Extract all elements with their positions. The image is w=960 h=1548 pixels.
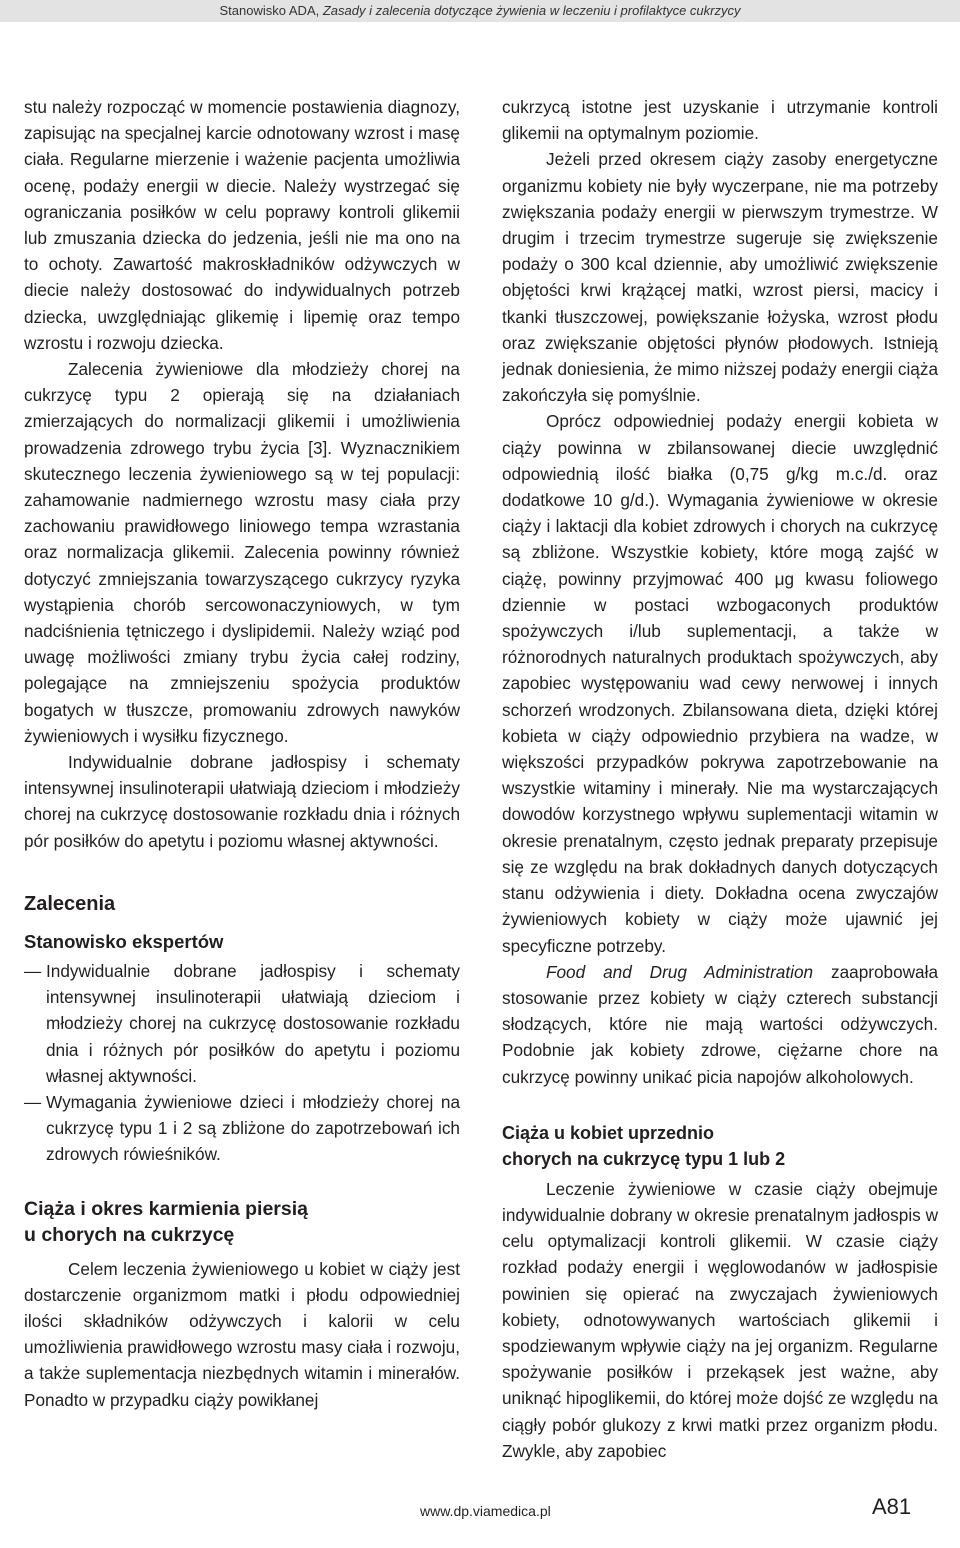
section-heading-ciaza xyxy=(24,1196,460,1248)
left-paragraph-2: Zalecenia żywieniowe dla młodzieży chorej na cukrzycę typu 2 opierają się na działaniach zmierzających do normalizacji glikemii i umożliwienia prowadzenia zdrowego trybu życia [3]. Wyznacznikiem skutecznego leczenia żywieniowego są w tej populacji: zahamowanie nadmiernego wzrostu masy ciała przy zachowaniu prawidłowego liniowego tempa wzrastania oraz normalizacja glikemii. Zalecenia powinny również dotyczyć zmniejszania towarzyszącego cukrzycy ryzyka wystąpienia chorób sercowonaczyniowych, w tym nadciśnienia tętniczego i dyslipidemii. Należy wziąć pod uwagę możliwości zmiany trybu życia całej rodziny, polegające na zmniejszeniu spożycia produktów bogatych w tłuszcze, promowaniu zdrowych nawyków żywieniowych i wysiłku fizycznego. xyxy=(24,359,460,746)
dash-bullet: — xyxy=(24,1091,42,1112)
right-paragraph-1: cukrzycą istotne jest uzyskanie i utrzymanie kontroli glikemii na optymalnym poziomie. xyxy=(502,97,938,144)
section-heading-ciaza-line1: Ciąża i okres karmienia piersią xyxy=(24,1197,308,1220)
right-paragraph-2: Jeżeli przed okresem ciąży zasoby energetyczne organizmu kobiety nie były wyczerpane, nie ma potrzeby zwiększania podaży energii w pierwszym trymestrze. W drugim i trzecim trymestrze sugeruje się zwiększenie podaży o 300 kcal dziennie, aby umożliwić zwiększenie objętości krwi krążącej matki, wzrost piersi, macicy i tkanki tłuszczowej, powiększanie łożyska, wzrost płodu oraz zwiększanie objętości płynów płodowych. Istnieją jednak doniesienia, że mimo niższej podaży energii ciąża zakończyła się pomyślnie. xyxy=(502,149,938,406)
fda-italic: Food and Drug Administration xyxy=(546,961,814,982)
running-header xyxy=(0,0,960,22)
list-item-text: Indywidualnie dobrane jadłospisy i schematy intensywnej insulinoterapii ułatwiają dzieciom i młodzieży chorej na cukrzycę dostosowanie rozkładu dnia i różnych pór posiłków do apetytu i poziomu własnej aktywności. xyxy=(46,960,460,1086)
left-paragraph-4: Celem leczenia żywieniowego u kobiet w ciąży jest dostarczenie organizmom matki i płodu odpowiedniej ilości składników odżywczych i kalorii w celu umożliwienia prawidłowego wzrostu masy ciała i rozwoju, a także suplementacja niezbędnych witamin i minerałów. Ponadto w przypadku ciąży powikłanej xyxy=(24,1258,460,1410)
right-paragraph-3: Oprócz odpowiedniej podaży energii kobieta w ciąży powinna w zbilansowanej diecie uwzględnić odpowiednią ilość białka (0,75 g/kg m.c./d. oraz dodatkowe 10 g/d.). Wymagania żywieniowe w okresie ciąży i laktacji dla kobiet zdrowych i chorych na cukrzycę są zbliżone. Wszystkie kobiety, które mogą zajść w ciążę, powinny przyjmować 400 μg kwasu foliowego dziennie w postaci wzbogaconych produktów spożywczych i/lub suplementacji, a także w różnorodnych naturalnych produktach spożywczych, aby zapobiec występowaniu wad cewy nerwowej i innych schorzeń wrodzonych. Zbilansowana dieta, dzięki której kobieta w ciąży odpowiednio przybiera na wadze, w większości przypadków pokrywa zapotrzebowanie na wszystkie witaminy i minerały. Nie ma wystarczających dowodów korzystnego wpływu suplementacji witamin w okresie prenatalnym, często jednak preparaty przepisuje się ze względu na brak dokładnych danych dotyczących stanu odżywienia i diety. Dokładna ocena zwyczajów żywieniowych kobiety w ciąży może ujawnić jej specyficzne potrzeby. xyxy=(502,411,938,956)
expert-list xyxy=(24,958,460,1168)
right-column xyxy=(502,94,938,1464)
right-paragraph-4-rest: zaaprobowała stosowanie przez kobiety w ciąży czterech substancji słodzących, które nie mają wartości odżywczych. Podobnie jak kobiety zdrowe, ciężarne chore na cukrzycę powinny unikać picia napojów alkoholowych. xyxy=(502,961,938,1087)
section-heading-ciaza-uprzednio xyxy=(502,1120,938,1172)
header-title: Zasady i zalecenia dotyczące żywienia w leczeniu i profilaktyce cukrzycy xyxy=(322,3,741,18)
left-paragraph-1: stu należy rozpocząć w momencie postawienia diagnozy, zapisując na specjalnej karcie odnotowany wzrost i masę ciała. Regularne mierzenie i ważenie pacjenta umożliwia ocenę, podaży energii w diecie. Należy wystrzegać się ograniczania posiłków w celu poprawy kontroli glikemii lub zmuszania dziecka do jedzenia, jeśli nie ma ono na to ochoty. Zawartość makroskładników odżywczych w diecie należy dostosować do indywidualnych potrzeb dziecka, uwzględniając glikemię i lipemię oraz tempo wzrostu i rozwoju dziecka. xyxy=(24,97,460,353)
list-item xyxy=(24,1089,460,1168)
page-number: A81 xyxy=(872,1494,912,1519)
left-column xyxy=(24,94,460,1413)
header-authors: Stanowisko ADA, xyxy=(219,3,320,18)
right-paragraph-5: Leczenie żywieniowe w czasie ciąży obejmuje indywidualnie dobrany w okresie prenatalnym jadłospis w celu optymalizacji kontroli glikemii. W czasie ciąży rozkład podaży energii i węglowodanów w jadłospisie powinien się opierać na zwyczajach żywieniowych kobiety, odnotowywanych wartościach glikemii i spodziewanym wpływie ciąży na jej organizm. Regularne spożywanie posiłków i przekąsek jest ważne, aby uniknąć hipoglikemii, do której może dojść ze względu na ciągły pobór glukozy z krwi matki przez organizm płodu. Zwykle, aby zapobiec xyxy=(502,1178,938,1461)
list-item xyxy=(24,958,460,1089)
footer-website: www.dp.viamedica.pl xyxy=(420,1503,551,1519)
section-heading-zalecenia: Zalecenia xyxy=(24,892,116,915)
right-paragraph-4 xyxy=(502,959,938,1090)
section-heading-ciaza-line2: u chorych na cukrzycę xyxy=(24,1223,235,1246)
section-heading-line2: chorych na cukrzycę typu 1 lub 2 xyxy=(502,1148,786,1169)
section-heading-line1: Ciąża u kobiet uprzednio xyxy=(502,1122,715,1143)
list-item-text: Wymagania żywieniowe dzieci i młodzieży chorej na cukrzycę typu 1 i 2 są zbliżone do zapotrzebowań ich zdrowych rówieśników. xyxy=(46,1091,460,1165)
left-paragraph-3: Indywidualnie dobrane jadłospisy i schematy intensywnej insulinoterapii ułatwiają dzieciom i młodzieży chorej na cukrzycę dostosowanie rozkładu dnia i różnych pór posiłków do apetytu i poziomu własnej aktywności. xyxy=(24,752,460,851)
dash-bullet: — xyxy=(24,960,42,981)
subheading-stanowisko: Stanowisko ekspertów xyxy=(24,930,224,952)
